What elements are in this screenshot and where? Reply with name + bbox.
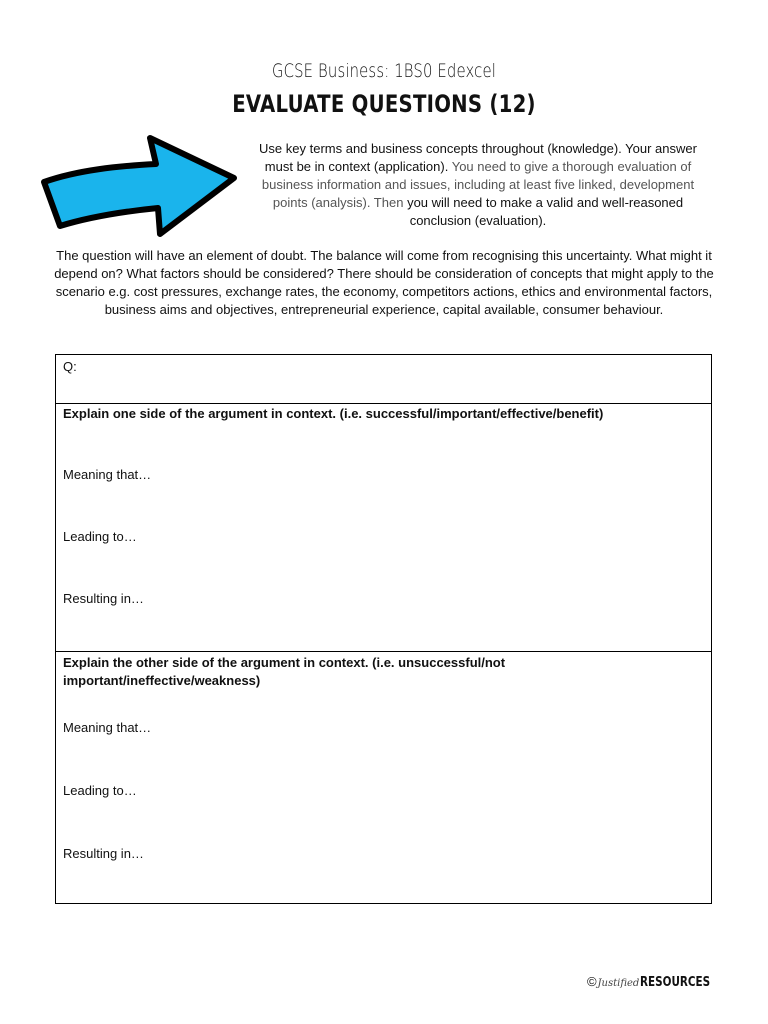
question-label: Q: [63, 359, 77, 374]
footer-brand [587, 974, 728, 990]
intro-part-2: You need to give a thorough evaluation of business information and issues, including at least five linked, development points (analysis). Then [261, 159, 695, 210]
intro-text [246, 140, 710, 230]
document-subtitle: GCSE Business: 1BS0 Edexcel [271, 60, 497, 82]
side-a-section[interactable] [56, 404, 711, 652]
intro-part-3: you will need to make a valid and well-reasoned conclusion (evaluation). [407, 195, 684, 228]
question-row[interactable] [56, 355, 711, 404]
side-a-heading: Explain one side of the argument in context. (i.e. successful/important/effective/benefit) [63, 406, 604, 421]
side-b-meaning: Meaning that… [63, 720, 152, 735]
side-b-section[interactable] [56, 652, 711, 904]
side-a-leading: Leading to… [63, 529, 137, 544]
intro-part-1: Use key terms and business concepts throughout (knowledge). Your answer must be in context (application). [259, 141, 697, 174]
answer-table [55, 354, 712, 904]
side-b-leading: Leading to… [63, 783, 137, 798]
copyright-symbol: © [586, 974, 597, 989]
guidance-paragraph: The question will have an element of doubt. The balance will come from recognising this uncertainty. What might it depend on? What factors should be considered? There should be consideration of concepts that might apply to the scenario e.g. cost pressures, exchange rates, the economy, competitors actions, ethics and environmental factors, business aims and objectives, entrepreneurial experience, capital available, consumer behaviour. [54, 248, 714, 317]
side-a-meaning: Meaning that… [63, 467, 152, 482]
brand-bold-text: RESOURCES [640, 975, 711, 990]
side-b-heading: Explain the other side of the argument in context. (i.e. unsuccessful/not important/ineffective/weakness) [63, 655, 506, 688]
side-b-resulting: Resulting in… [63, 846, 144, 861]
arrow-right-icon [38, 130, 240, 238]
document-title: EVALUATE QUESTIONS (12) [232, 90, 536, 118]
side-a-resulting: Resulting in… [63, 591, 144, 606]
brand-script-text: Justified [597, 978, 640, 989]
